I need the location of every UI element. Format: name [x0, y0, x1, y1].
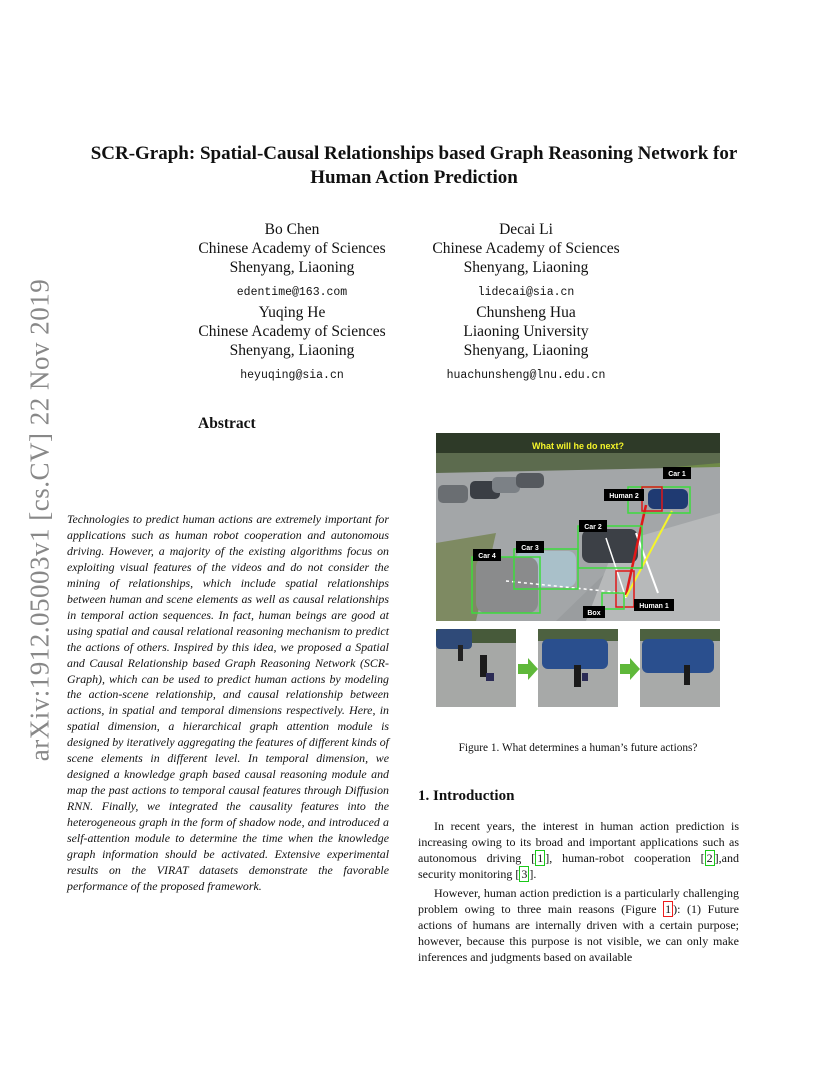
section-heading: 1. Introduction: [418, 788, 515, 804]
author-block: [416, 303, 636, 385]
citation-link[interactable]: 3: [521, 867, 528, 881]
figure-caption: Figure 1. What determines a human’s future actions?: [458, 742, 698, 754]
author-name: Decai Li: [499, 221, 553, 238]
author-email[interactable]: huachunsheng@lnu.edu.cn: [446, 369, 606, 382]
frame-3: [640, 629, 720, 707]
figure-reference-link[interactable]: 1: [665, 902, 672, 916]
author-affiliation: Chinese Academy of Sciences: [432, 240, 620, 257]
title-line-2: Human Action Prediction: [310, 167, 518, 188]
introduction-text: [418, 818, 739, 965]
author-location: Shenyang, Liaoning: [463, 342, 589, 359]
arrow-icon: [620, 658, 640, 680]
figure-1-illustration: [436, 433, 720, 707]
citation-link[interactable]: 1: [537, 851, 544, 865]
figure-question: What will he do next?: [532, 441, 624, 451]
author-affiliation: Chinese Academy of Sciences: [198, 323, 386, 340]
label-car-1: Car 1: [668, 471, 686, 478]
author-name: Bo Chen: [264, 221, 320, 238]
author-location: Shenyang, Liaoning: [229, 259, 355, 276]
frame-2: [538, 629, 618, 707]
author-location: Shenyang, Liaoning: [229, 342, 355, 359]
author-affiliation: Liaoning University: [463, 323, 589, 340]
author-location: Shenyang, Liaoning: [463, 259, 589, 276]
label-box: Box: [587, 610, 601, 617]
author-block: [416, 220, 636, 302]
arrow-icon: [518, 658, 538, 680]
label-human-1: Human 1: [639, 603, 669, 610]
label-car-4: Car 4: [478, 553, 496, 560]
paper-title: [60, 142, 768, 190]
label-car-3: Car 3: [521, 545, 539, 552]
figure-1: [436, 433, 720, 707]
citation-link[interactable]: 2: [706, 851, 713, 865]
author-email[interactable]: lidecai@sia.cn: [477, 286, 575, 299]
author-email[interactable]: edentime@163.com: [236, 286, 348, 299]
label-human-2: Human 2: [609, 493, 639, 500]
paragraph: However, human action prediction is a particularly challenging problem owing to three main reasons (Figure 1 ): (1) Future actions of humans are internally driven with a certain purpose; however, because this purpose is not visible, we can only make inferences and judgments based on available: [418, 886, 740, 964]
abstract-heading: Abstract: [198, 415, 256, 432]
arxiv-identifier: arXiv:1912.05003v1 [cs.CV] 22 Nov 2019: [24, 278, 55, 762]
author-name: Chunsheng Hua: [476, 304, 576, 321]
author-block: [170, 220, 414, 302]
label-car-2: Car 2: [584, 524, 602, 531]
author-affiliation: Chinese Academy of Sciences: [198, 240, 386, 257]
author-block: [170, 303, 414, 385]
author-email[interactable]: heyuqing@sia.cn: [240, 369, 344, 382]
title-line-1: SCR-Graph: Spatial-Causal Relationships based Graph Reasoning Network for: [90, 143, 738, 164]
abstract-text: Technologies to predict human actions are extremely important for applications such as human robot cooperation and autonomous driving. However, a majority of the existing algorithms focus on exploiting visual features of the videos and do not consider the mining of relationships, which include spatial relationships between human and scene elements as well as causal relationships in temporal action sequences. In fact, human beings are good at using spatial and causal relational reasoning mechanism to predict the actions of others. Inspired by this idea, we proposed a Spatial and Causal Relationship based Graph Reasoning Network (SCR-Graph), which can be used to predict human actions by modeling the action-scene relationship, and causal relationship between actions, in spatial and temporal dimensions respectively. Here, in spatial dimension, a hierarchical graph attention module is designed by iteratively aggregating the features of different kinds of scene elements in different level. In temporal dimension, we designed a knowledge graph based causal reasoning module and map the past actions to temporal causal features through Diffusion RNN. Finally, we integrated the causality features into the heterogeneous graph in the form of shadow node, and introduced a self-attention module to determine the time when the knowledge graph information should be activated. Extensive experimental results on the VIRAT datasets demonstrate the favorable performance of the proposed framework.: [67, 512, 389, 893]
frame-1: [436, 629, 516, 707]
paragraph: In recent years, the interest in human action prediction is increasing owing to its broad and important applications such as autonomous driving [ 1 ], human-robot cooperation [ 2 ],and security monitoring [ 3 ].: [418, 819, 739, 881]
author-name: Yuqing He: [258, 304, 326, 321]
